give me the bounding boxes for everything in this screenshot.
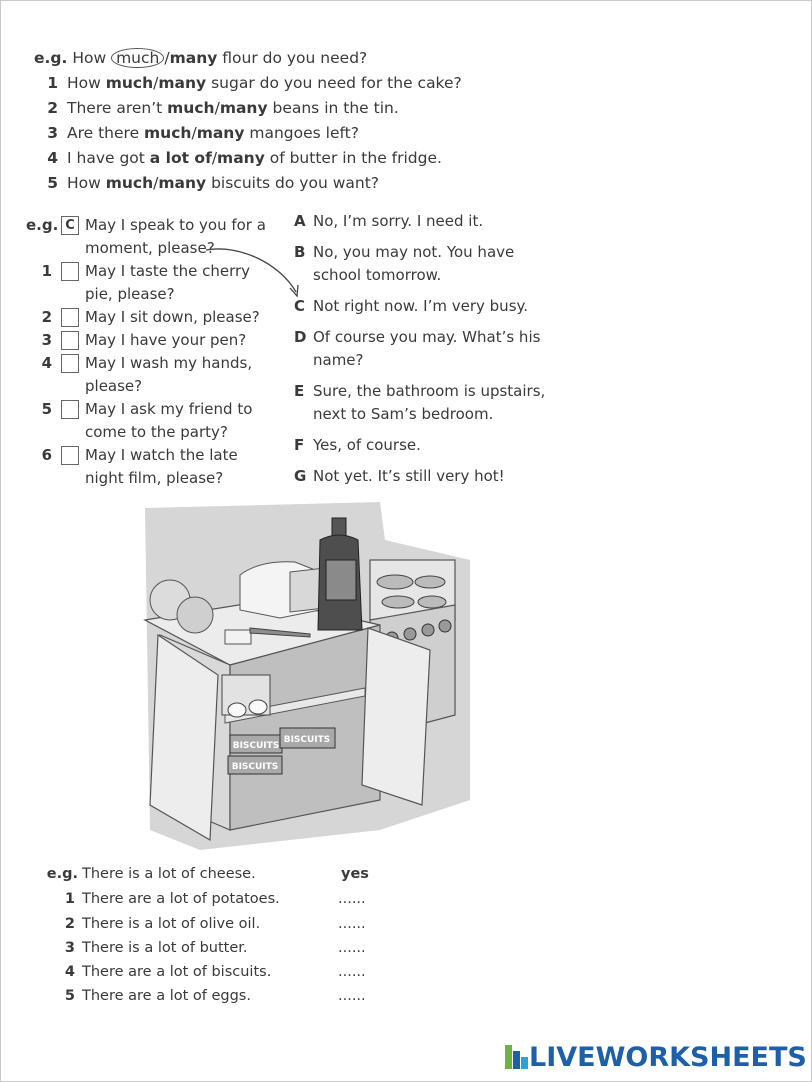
kitchen-cupboard-illustration <box>140 500 550 850</box>
s2-response-letter: E <box>294 382 305 400</box>
s1-example <box>34 48 367 68</box>
answer-box[interactable] <box>61 446 79 465</box>
s1-item-post: of butter in the fridge. <box>264 149 442 167</box>
biscuit-box-label-1: BISCUITS <box>232 741 280 751</box>
s2-question-text: pie, please? <box>85 285 175 303</box>
s1-item-pre: There aren’t <box>67 99 168 117</box>
s1-item-opt1: much <box>105 174 154 192</box>
s3-example-text: There is a lot of cheese. <box>82 866 256 882</box>
s2-response-text: name? <box>313 351 364 369</box>
s2-question-text: please? <box>85 377 143 395</box>
s2-response-text: school tomorrow. <box>313 266 442 284</box>
s2-question-number: 3 <box>41 331 52 349</box>
s3-item-number: 3 <box>64 940 75 956</box>
brand-text: LIVEWORKSHEETS <box>529 1041 807 1073</box>
s2-response-text: No, you may not. You have <box>313 243 515 261</box>
answer-box[interactable] <box>61 308 79 327</box>
s2-response-letter: D <box>294 328 307 346</box>
s3-item-text: There are a lot of biscuits. <box>82 964 272 980</box>
s1-item-pre: I have got <box>67 149 150 167</box>
circled-answer: much <box>111 48 164 68</box>
s1-example-sep: / <box>164 49 170 67</box>
s1-item-pre: How <box>67 74 106 92</box>
s1-item-opt2: many <box>158 74 207 92</box>
s1-item-number: 5 <box>47 174 58 192</box>
s3-answer-blank[interactable]: ...... <box>338 940 366 956</box>
s2-response-text: Sure, the bathroom is upstairs, <box>313 382 546 400</box>
s2-question-text: moment, please? <box>85 239 215 257</box>
s1-item-opt1: a lot of <box>149 149 212 167</box>
s1-example-opt2: many <box>169 49 218 67</box>
s1-item-opt1: much <box>144 124 192 142</box>
liveworksheets-logo <box>505 1040 807 1074</box>
answer-box[interactable] <box>61 331 79 350</box>
s2-response-letter: A <box>294 212 306 230</box>
s3-item-number: 1 <box>64 891 75 907</box>
s2-question-number: 4 <box>41 354 52 372</box>
s1-item-sep: / <box>211 149 218 167</box>
liveworksheets-logo-icon <box>505 1045 529 1069</box>
s1-item <box>34 98 399 118</box>
s3-item-text: There is a lot of butter. <box>82 940 248 956</box>
s1-item-opt2: many <box>158 174 207 192</box>
s3-example-answer: yes <box>341 866 369 882</box>
s2-response-text: Of course you may. What’s his <box>313 328 541 346</box>
s2-example-label: e.g. <box>26 216 59 234</box>
s2-response-letter: C <box>294 297 306 315</box>
s2-question-text: May I watch the late <box>85 446 238 464</box>
s1-item-sep: / <box>214 99 220 117</box>
s1-item-post: sugar do you need for the cake? <box>206 74 462 92</box>
s2-response-text: Yes, of course. <box>313 436 421 454</box>
s1-item-opt2: many <box>219 99 268 117</box>
s2-response-letter: B <box>294 243 306 261</box>
example-answer-box: C <box>61 216 79 235</box>
s3-item-text: There are a lot of potatoes. <box>82 891 280 907</box>
s1-item-number: 1 <box>47 74 58 92</box>
s1-item-number: 4 <box>47 149 58 167</box>
s2-question-text: May I wash my hands, <box>85 354 253 372</box>
s3-example-label: e.g. <box>46 866 78 882</box>
s2-question-number: 2 <box>41 308 52 326</box>
answer-box[interactable] <box>61 400 79 419</box>
s1-item-opt1: much <box>105 74 154 92</box>
example-label: e.g. <box>34 49 68 67</box>
s2-question-text: night film, please? <box>85 469 224 487</box>
example-arrow <box>200 240 310 310</box>
biscuit-box-label-2: BISCUITS <box>283 735 331 745</box>
s2-response-text: Not right now. I’m very busy. <box>313 297 529 315</box>
s1-item-opt1: much <box>167 99 215 117</box>
s2-question-text: May I sit down, please? <box>85 308 260 326</box>
s2-question-number: 5 <box>41 400 52 418</box>
s3-answer-blank[interactable]: ...... <box>338 964 366 980</box>
s1-item-number: 3 <box>47 124 58 142</box>
s2-response-text: No, I’m sorry. I need it. <box>313 212 484 230</box>
s1-item <box>34 173 379 193</box>
s1-example-post: flour do you need? <box>217 49 368 67</box>
s1-item-sep: / <box>153 174 159 192</box>
s1-example-pre: How <box>72 49 112 67</box>
s2-response-letter: G <box>294 467 307 485</box>
s3-answer-blank[interactable]: ...... <box>338 988 366 1004</box>
answer-box[interactable] <box>61 354 79 373</box>
s2-question-text: May I ask my friend to <box>85 400 253 418</box>
s1-item-pre: How <box>67 174 106 192</box>
s2-question-number: 6 <box>41 446 52 464</box>
answer-box[interactable] <box>61 262 79 281</box>
s2-question-text: May I speak to you for a <box>85 216 266 234</box>
s1-item-post: beans in the tin. <box>267 99 399 117</box>
s3-item-text: There is a lot of olive oil. <box>82 916 261 932</box>
s1-item <box>34 148 442 168</box>
s3-item-number: 4 <box>64 964 75 980</box>
s2-response-text: next to Sam’s bedroom. <box>313 405 494 423</box>
biscuit-box-label-3: BISCUITS <box>231 762 279 772</box>
s1-item-sep: / <box>191 124 197 142</box>
s1-item-opt2: many <box>217 149 265 167</box>
s1-item <box>34 123 359 143</box>
s2-question-text: come to the party? <box>85 423 228 441</box>
s2-response-letter: F <box>294 436 305 454</box>
s2-question-number: 1 <box>41 262 52 280</box>
s1-item-pre: Are there <box>67 124 145 142</box>
s3-answer-blank[interactable]: ...... <box>338 891 366 907</box>
s1-item-opt2: many <box>196 124 245 142</box>
s2-question-text: May I taste the cherry <box>85 262 251 280</box>
s3-item-number: 5 <box>64 988 75 1004</box>
s2-question-text: May I have your pen? <box>85 331 247 349</box>
s1-item-number: 2 <box>47 99 58 117</box>
s1-item-sep: / <box>153 74 159 92</box>
s3-item-number: 2 <box>64 916 75 932</box>
s1-item <box>34 73 462 93</box>
s1-item-post: biscuits do you want? <box>206 174 379 192</box>
s1-item-post: mangoes left? <box>244 124 359 142</box>
s2-response-text: Not yet. It’s still very hot! <box>313 467 505 485</box>
s3-item-text: There are a lot of eggs. <box>82 988 251 1004</box>
s3-answer-blank[interactable]: ...... <box>338 916 366 932</box>
